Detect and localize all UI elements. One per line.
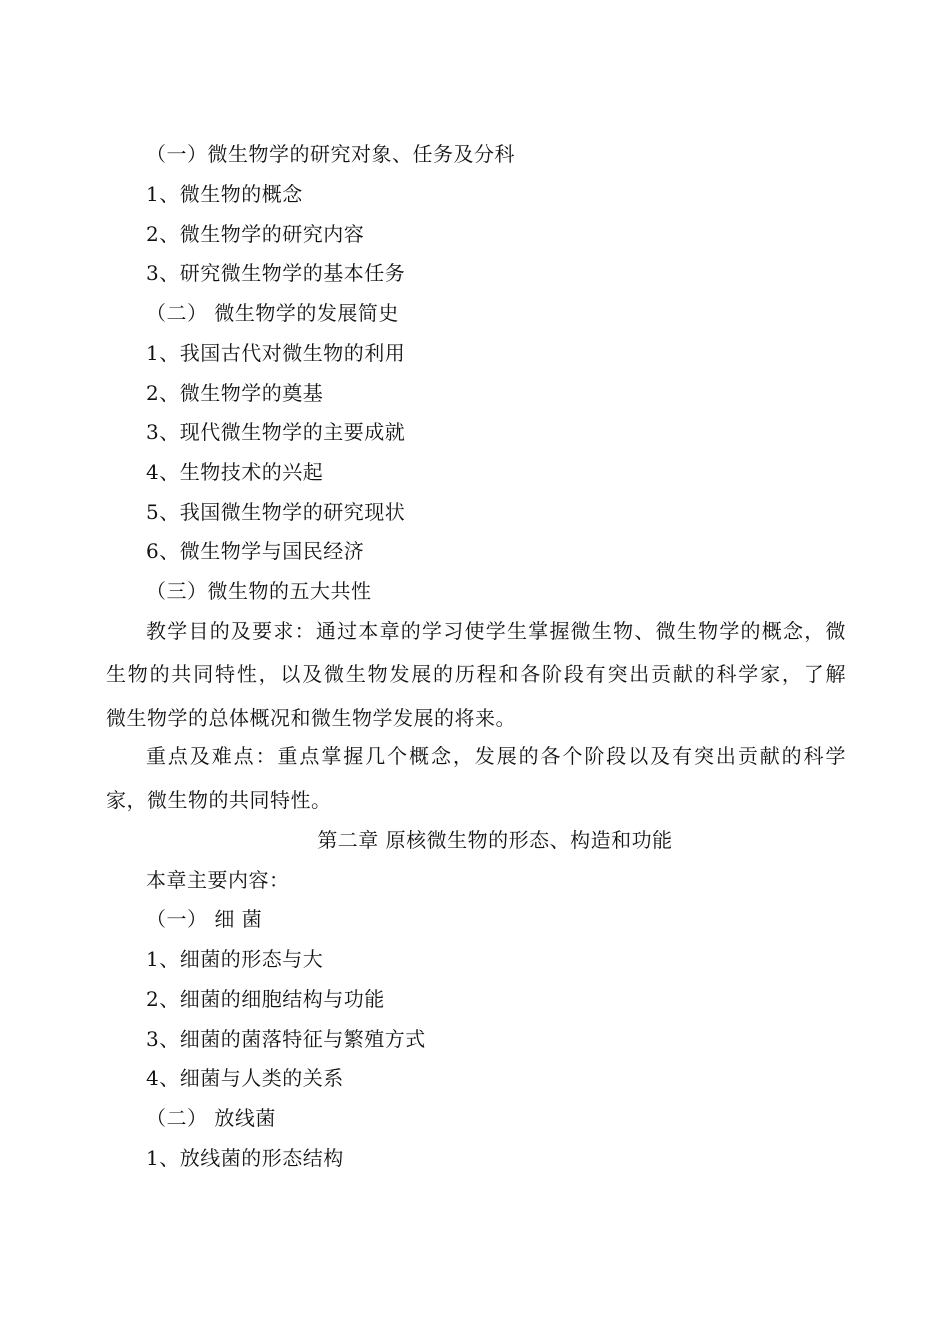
chapter-title: 第二章 原核微生物的形态、构造和功能 xyxy=(317,828,673,852)
key-points-paragraph-line-1: 重点及难点：重点掌握几个概念，发展的各个阶段以及有突出贡献的科学 xyxy=(146,744,846,768)
list-item: 1、我国古代对微生物的利用 xyxy=(146,341,406,365)
section-heading: （二） 微生物学的发展简史 xyxy=(146,301,399,325)
goals-paragraph-line-1: 教学目的及要求：通过本章的学习使学生掌握微生物、微生物学的概念，微 xyxy=(146,619,846,643)
list-item: 2、细菌的细胞结构与功能 xyxy=(146,987,385,1011)
list-item: 1、放线菌的形态结构 xyxy=(146,1146,344,1170)
goals-paragraph-line-2: 生物的共同特性，以及微生物发展的历程和各阶段有突出贡献的科学家，了解 xyxy=(106,662,846,686)
list-item: 4、细菌与人类的关系 xyxy=(146,1066,344,1090)
list-item: 2、微生物学的研究内容 xyxy=(146,222,365,246)
list-item: 1、微生物的概念 xyxy=(146,182,303,206)
goals-paragraph-line-3: 微生物学的总体概况和微生物学发展的将来。 xyxy=(106,706,516,730)
list-item: 3、研究微生物学的基本任务 xyxy=(146,261,406,285)
list-item: 5、我国微生物学的研究现状 xyxy=(146,500,406,524)
list-item: 4、生物技术的兴起 xyxy=(146,460,324,484)
chapter-intro: 本章主要内容： xyxy=(146,868,290,892)
list-item: 3、现代微生物学的主要成就 xyxy=(146,420,406,444)
list-item: 1、细菌的形态与大 xyxy=(146,947,324,971)
section-heading: （二） 放线菌 xyxy=(146,1106,276,1130)
list-item: 3、细菌的菌落特征与繁殖方式 xyxy=(146,1027,426,1051)
list-item: 2、微生物学的奠基 xyxy=(146,381,324,405)
list-item: 6、微生物学与国民经济 xyxy=(146,539,365,563)
section-heading: （一） 细 菌 xyxy=(146,907,263,931)
section-heading: （三）微生物的五大共性 xyxy=(146,579,372,603)
key-points-paragraph-line-2: 家，微生物的共同特性。 xyxy=(106,788,332,812)
section-heading: （一）微生物学的研究对象、任务及分科 xyxy=(146,142,515,166)
